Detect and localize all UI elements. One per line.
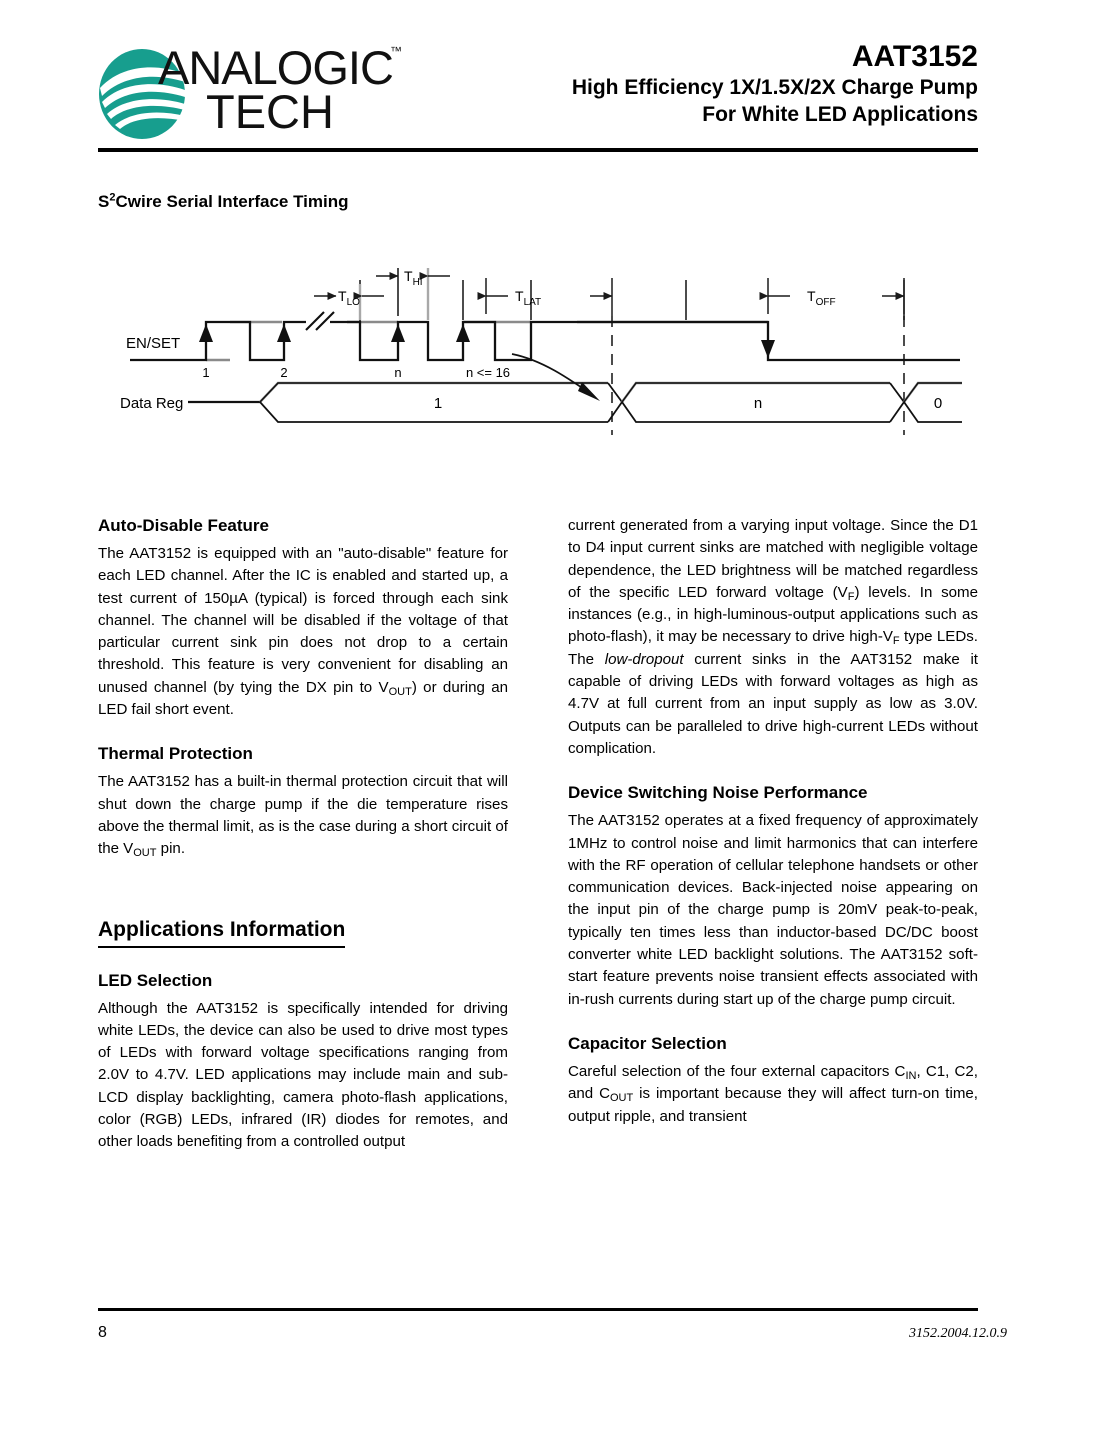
paragraph-thermal-part1: The AAT3152 has a built-in thermal protection circuit that will shut down the charge pump if the die temperature rises above the thermal limit, as is the case during a short circuit of the V xyxy=(98,773,508,858)
capacitor-seg3: is important because they will affect turn-on time, output ripple, and transient xyxy=(568,1085,978,1125)
signal-label-en-set: EN/SET xyxy=(126,335,181,352)
timing-diagram-svg xyxy=(98,250,978,445)
latch-reference-dashed-lines xyxy=(612,316,904,435)
pulse-label-2: 2 xyxy=(280,365,288,380)
continued-seg3: type LEDs. The xyxy=(568,628,978,668)
section-heading-s2cwire xyxy=(98,192,349,212)
rising-edge-arrow-n xyxy=(391,324,405,342)
subscript-vout-1: OUT xyxy=(388,685,412,698)
page-header xyxy=(98,40,978,146)
footer-document-id: 3152.2004.12.0.9 xyxy=(909,1326,1007,1341)
product-title-line-1: High Efficiency 1X/1.5X/2X Charge Pump xyxy=(571,76,978,99)
continued-seg4: current sinks in the AAT3152 make it capable of driving LEDs with forward voltages as high as 4.7V at full current from an input supply as low as 3.0V. Outputs can be paralleled to drive high-current LEDs without complication. xyxy=(568,650,979,757)
dimension-label-t-hi: $T_{HI}$ xyxy=(404,268,423,288)
dimension-t-off xyxy=(768,278,904,314)
continued-seg2: ) levels. In some instances (e.g., in high-luminous-output applications such as photo-flash), it may be necessary to drive high-V xyxy=(568,583,978,646)
waveform-break-icon xyxy=(306,312,334,330)
pulse-label-1: 1 xyxy=(202,365,210,380)
capacitor-seg2: , C1, C2, and C xyxy=(568,1062,978,1103)
product-title-line-2: For White LED Applications xyxy=(702,103,978,126)
rising-edge-arrows xyxy=(199,324,775,358)
part-number: AAT3152 xyxy=(851,40,978,73)
capacitor-seg1: Careful selection of the four external capacitors C xyxy=(568,1062,906,1080)
data-reg-segment-n xyxy=(622,383,904,422)
logo-text-tech: TECH xyxy=(206,85,334,138)
footer-page-number: 8 xyxy=(98,1324,107,1341)
section-heading-superscript: 2 xyxy=(109,191,116,204)
heading-thermal-protection: Thermal Protection xyxy=(98,744,253,764)
footer-divider xyxy=(98,1308,978,1311)
data-reg-value-0: 0 xyxy=(933,395,943,412)
heading-led-selection: LED Selection xyxy=(98,970,213,990)
analogic-tech-logo xyxy=(98,42,408,146)
paragraph-auto-disable xyxy=(98,543,508,721)
subscript-vout-2: OUT xyxy=(133,847,157,860)
paragraph-thermal-part2: pin. xyxy=(156,840,186,858)
paragraph-led-selection: Although the AAT3152 is specifically intended for driving white LEDs, the device can also be used to drive most types of LEDs with forward voltage specifications ranging from 2.0V to 4.7V. LED applications may include main and sub-LCD display backlighting, camera photo-flash applications, color (RGB) LEDs, infrared (IR) diodes for remotes, and other loads benefiting from a controlled output xyxy=(98,999,508,1151)
data-reg-value-n: n xyxy=(753,395,763,412)
s2cwire-timing-diagram xyxy=(98,250,978,450)
subscript-vf-1: F xyxy=(847,590,855,603)
subscript-cin: IN xyxy=(905,1069,917,1082)
paragraph-auto-disable-part2: ) or during an LED fail short event. xyxy=(98,678,508,719)
paragraph-capacitor-selection xyxy=(568,1061,978,1128)
dimension-t-lo xyxy=(314,288,384,308)
column-spacer xyxy=(98,883,508,917)
italic-low-dropout: low-dropout xyxy=(604,650,684,668)
rising-edge-arrow-n16 xyxy=(456,324,470,342)
logo-text-analogic: ANALOGIC xyxy=(158,41,393,94)
continued-seg1: current generated from a varying input voltage. Since the D1 to D4 input current sinks are matched with negligible voltage dependence, the LED brightness will be matched regardless of the specific LED forward voltage (V xyxy=(568,517,978,601)
dimension-label-t-lo: $T_{LO}$ xyxy=(338,288,360,308)
heading-device-switching-noise: Device Switching Noise Performance xyxy=(568,783,868,803)
logo-trademark-symbol: ™ xyxy=(390,44,402,58)
falling-edge-arrow-off xyxy=(761,340,775,358)
data-reg-segment-1 xyxy=(260,383,622,422)
paragraph-thermal-protection xyxy=(98,771,508,860)
data-reg-value-1: 1 xyxy=(433,395,443,412)
data-reg-segment-0 xyxy=(904,383,962,422)
heading-applications-information: Applications Information xyxy=(98,917,345,948)
dimension-t-lat xyxy=(486,278,612,316)
signal-label-data-reg: Data Reg xyxy=(120,395,184,412)
dimension-label-t-lat: $T_{LAT}$ xyxy=(515,288,542,308)
paragraph-auto-disable-part1: The AAT3152 is equipped with an "auto-disable" feature for each LED channel. After the IC is enabled and started up, a test current of 150µA (typical) is forced through each sink channel. The channel will be disabled if the voltage of that particular current sink pin does not drop to a certain threshold. This feature is very convenient for disabling an unused channel (by tying the DX pin to V xyxy=(98,545,508,696)
heading-auto-disable-feature: Auto-Disable Feature xyxy=(98,516,269,535)
pulse-label-n-le-16: n <= 16 xyxy=(465,365,511,380)
pulse-label-n: n xyxy=(394,365,402,380)
rising-edge-arrow-1 xyxy=(199,324,213,342)
header-title-block xyxy=(572,40,978,128)
section-heading-rest: Cwire Serial Interface Timing xyxy=(115,192,349,211)
left-text-column xyxy=(98,515,508,1176)
section-heading-prefix: S xyxy=(98,192,110,211)
subscript-vf-2: F xyxy=(892,635,900,648)
heading-capacitor-selection: Capacitor Selection xyxy=(568,1033,727,1053)
dimension-label-t-off: $T_{OFF}$ xyxy=(807,288,836,308)
right-text-column xyxy=(568,515,978,1150)
dimension-t-hi xyxy=(376,268,450,288)
rising-edge-arrow-2 xyxy=(277,324,291,342)
paragraph-led-selection-continued xyxy=(568,515,978,760)
header-divider xyxy=(98,148,978,152)
en-set-waveform xyxy=(130,322,960,360)
paragraph-device-switching-noise: The AAT3152 operates at a fixed frequency of approximately 1MHz to control noise and limit harmonics that can interfere with the RF operation of cellular telephone handsets or other communication devices. Back-injected noise appearing on the input pin of the charge pump is 20mV peak-to-peak, typically ten times less than inductor-based DC/DC boost converter white LED backlight solutions. The AAT3152 soft-start feature prevents noise transient effects associated with in-rush currents during start up of the charge pump circuit. xyxy=(568,812,978,1008)
subscript-cout: OUT xyxy=(610,1091,634,1104)
